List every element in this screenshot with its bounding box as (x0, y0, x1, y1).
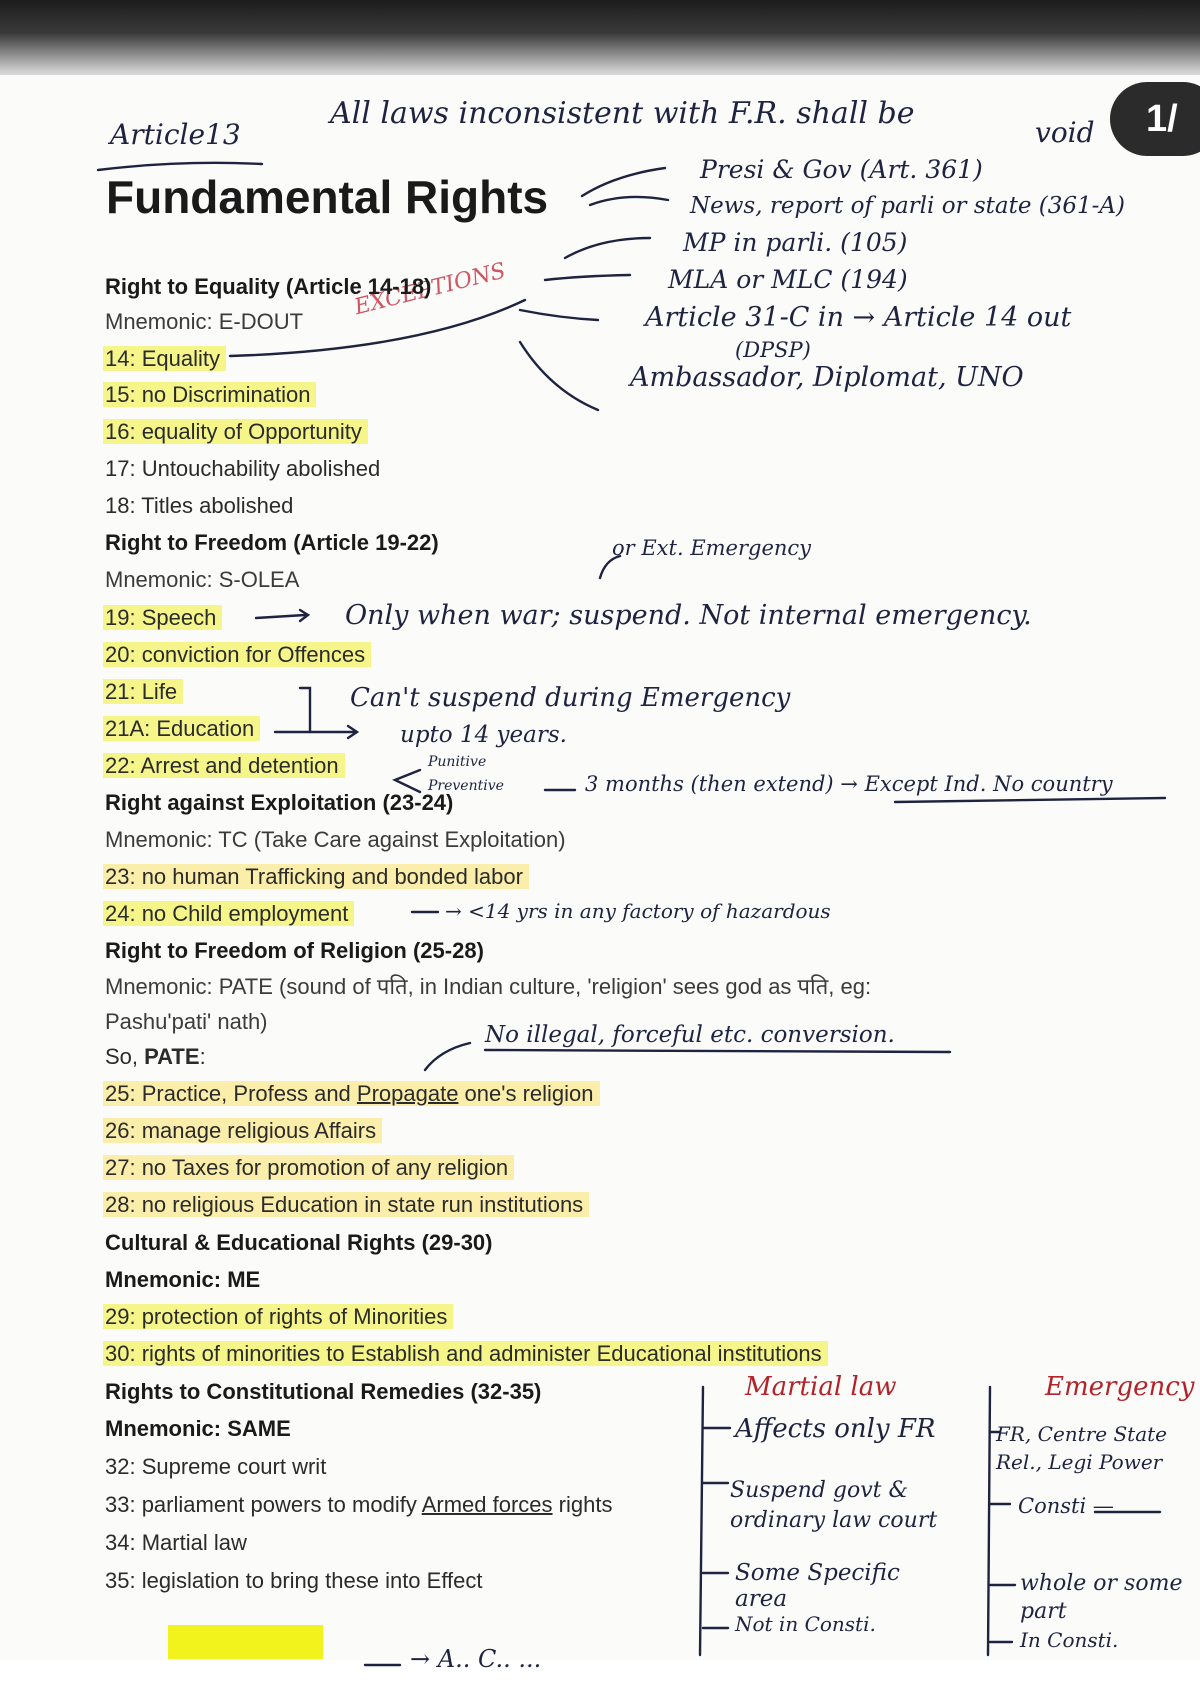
article-32: 32: Supreme court writ (105, 1454, 327, 1479)
annotation-speech: Only when war; suspend. Not internal emergency. (345, 600, 1032, 631)
emergency-item: Consti — (1018, 1494, 1114, 1518)
article-18: 18: Titles abolished (105, 493, 294, 518)
emergency-item: whole or some part (1020, 1571, 1183, 1624)
mnemonic-equality: Mnemonic: E-DOUT (105, 309, 304, 334)
section-heading-religion: Right to Freedom of Religion (25-28) (105, 938, 484, 963)
mnemonic-religion-line2: Pashu'pati' nath) (105, 1009, 268, 1034)
section-heading-cultural: Cultural & Educational Rights (29-30) (105, 1230, 493, 1255)
highlight-block (168, 1625, 323, 1659)
section-heading-freedom: Right to Freedom (Article 19-22) (105, 530, 439, 555)
annotation-detention: 3 months (then extend) → Except Ind. No country (585, 772, 1113, 796)
annotation-education: upto 14 years. (400, 722, 567, 748)
article-20: 20: conviction for Offences (103, 642, 371, 667)
article-28: 28: no religious Education in state run institutions (103, 1192, 589, 1217)
article-21: 21: Life (103, 679, 183, 704)
article-16: 16: equality of Opportunity (103, 419, 368, 444)
exception-item: (DPSP) (735, 338, 811, 362)
emergency-item: FR, Centre State Rel., Legi Power (996, 1422, 1167, 1474)
mnemonic-religion-line1: Mnemonic: PATE (sound of पति, in Indian culture, 'religion' sees god as पति, eg: (105, 974, 872, 999)
article-35: 35: legislation to bring these into Effect (105, 1568, 483, 1593)
article13-label: Article13 (110, 118, 241, 151)
annotation-life: Can't suspend during Emergency (350, 683, 791, 713)
martial-item: Suspend govt & ordinary law court (730, 1478, 938, 1533)
article-17: 17: Untouchability abolished (105, 456, 381, 481)
article-33: 33: parliament powers to modify Armed forces rights (105, 1492, 613, 1517)
article-24: 24: no Child employment (103, 901, 354, 926)
exceptions-label: EXCEPTIONS (352, 258, 509, 321)
page-title: Fundamental Rights (106, 171, 549, 223)
emergency-item: In Consti. (1020, 1628, 1119, 1652)
photo-edge-bottom (0, 1660, 1200, 1698)
compare-header-emergency: Emergency (1045, 1372, 1195, 1402)
exception-item: MLA or MLC (194) (668, 265, 908, 294)
martial-item: Some Specific area (735, 1560, 900, 1612)
annotation-ext-emergency: or Ext. Emergency (612, 536, 812, 560)
page-counter-badge: 1/ (1110, 82, 1200, 156)
compare-header-martial: Martial law (745, 1372, 897, 1402)
section-heading-equality: Right to Equality (Article 14-18) (105, 274, 432, 299)
mnemonic-cultural: Mnemonic: ME (105, 1267, 261, 1292)
article-21a: 21A: Education (103, 716, 260, 741)
annotation-child: → <14 yrs in any factory of hazardous (445, 899, 831, 923)
article13-note-void: void (1035, 116, 1095, 149)
article-15: 15: no Discrimination (103, 382, 316, 407)
article-29: 29: protection of rights of Minorities (103, 1304, 453, 1329)
mnemonic-exploitation: Mnemonic: TC (Take Care against Exploitation) (105, 827, 566, 852)
footer-fragment: → A.. C.. ... (410, 1645, 542, 1673)
article-22: 22: Arrest and detention (103, 753, 345, 778)
annotation-religion: No illegal, forceful etc. conversion. (485, 1022, 895, 1048)
mnemonic-remedies: Mnemonic: SAME (105, 1416, 291, 1441)
article-26: 26: manage religious Affairs (103, 1118, 382, 1143)
article-30: 30: rights of minorities to Establish and administer Educational institutions (103, 1341, 828, 1366)
article-14: 14: Equality (103, 346, 226, 371)
section-heading-remedies: Rights to Constitutional Remedies (32-35) (105, 1379, 542, 1404)
exception-item: MP in parli. (105) (683, 228, 908, 257)
martial-item: Not in Consti. (735, 1612, 876, 1636)
exception-item: News, report of parli or state (361-A) (690, 193, 1126, 219)
religion-so-pate: So, PATE: (105, 1044, 206, 1069)
annotation-preventive: Preventive (428, 778, 504, 794)
section-heading-exploitation: Right against Exploitation (23-24) (105, 790, 454, 815)
exception-item: Article 31-C in → Article 14 out (645, 302, 1072, 333)
mnemonic-freedom: Mnemonic: S-OLEA (105, 567, 300, 592)
article13-note: All laws inconsistent with F.R. shall be (330, 96, 915, 131)
exception-item: Ambassador, Diplomat, UNO (630, 362, 1024, 393)
exception-item: Presi & Gov (Art. 361) (700, 155, 983, 184)
article-19: 19: Speech (103, 605, 222, 630)
article-23: 23: no human Trafficking and bonded labor (103, 864, 529, 889)
annotation-punitive: Punitive (428, 754, 487, 770)
article-34: 34: Martial law (105, 1530, 247, 1555)
article-27: 27: no Taxes for promotion of any religion (103, 1155, 514, 1180)
article-25: 25: Practice, Profess and Propagate one's religion (103, 1081, 600, 1106)
martial-item: Affects only FR (735, 1414, 936, 1444)
